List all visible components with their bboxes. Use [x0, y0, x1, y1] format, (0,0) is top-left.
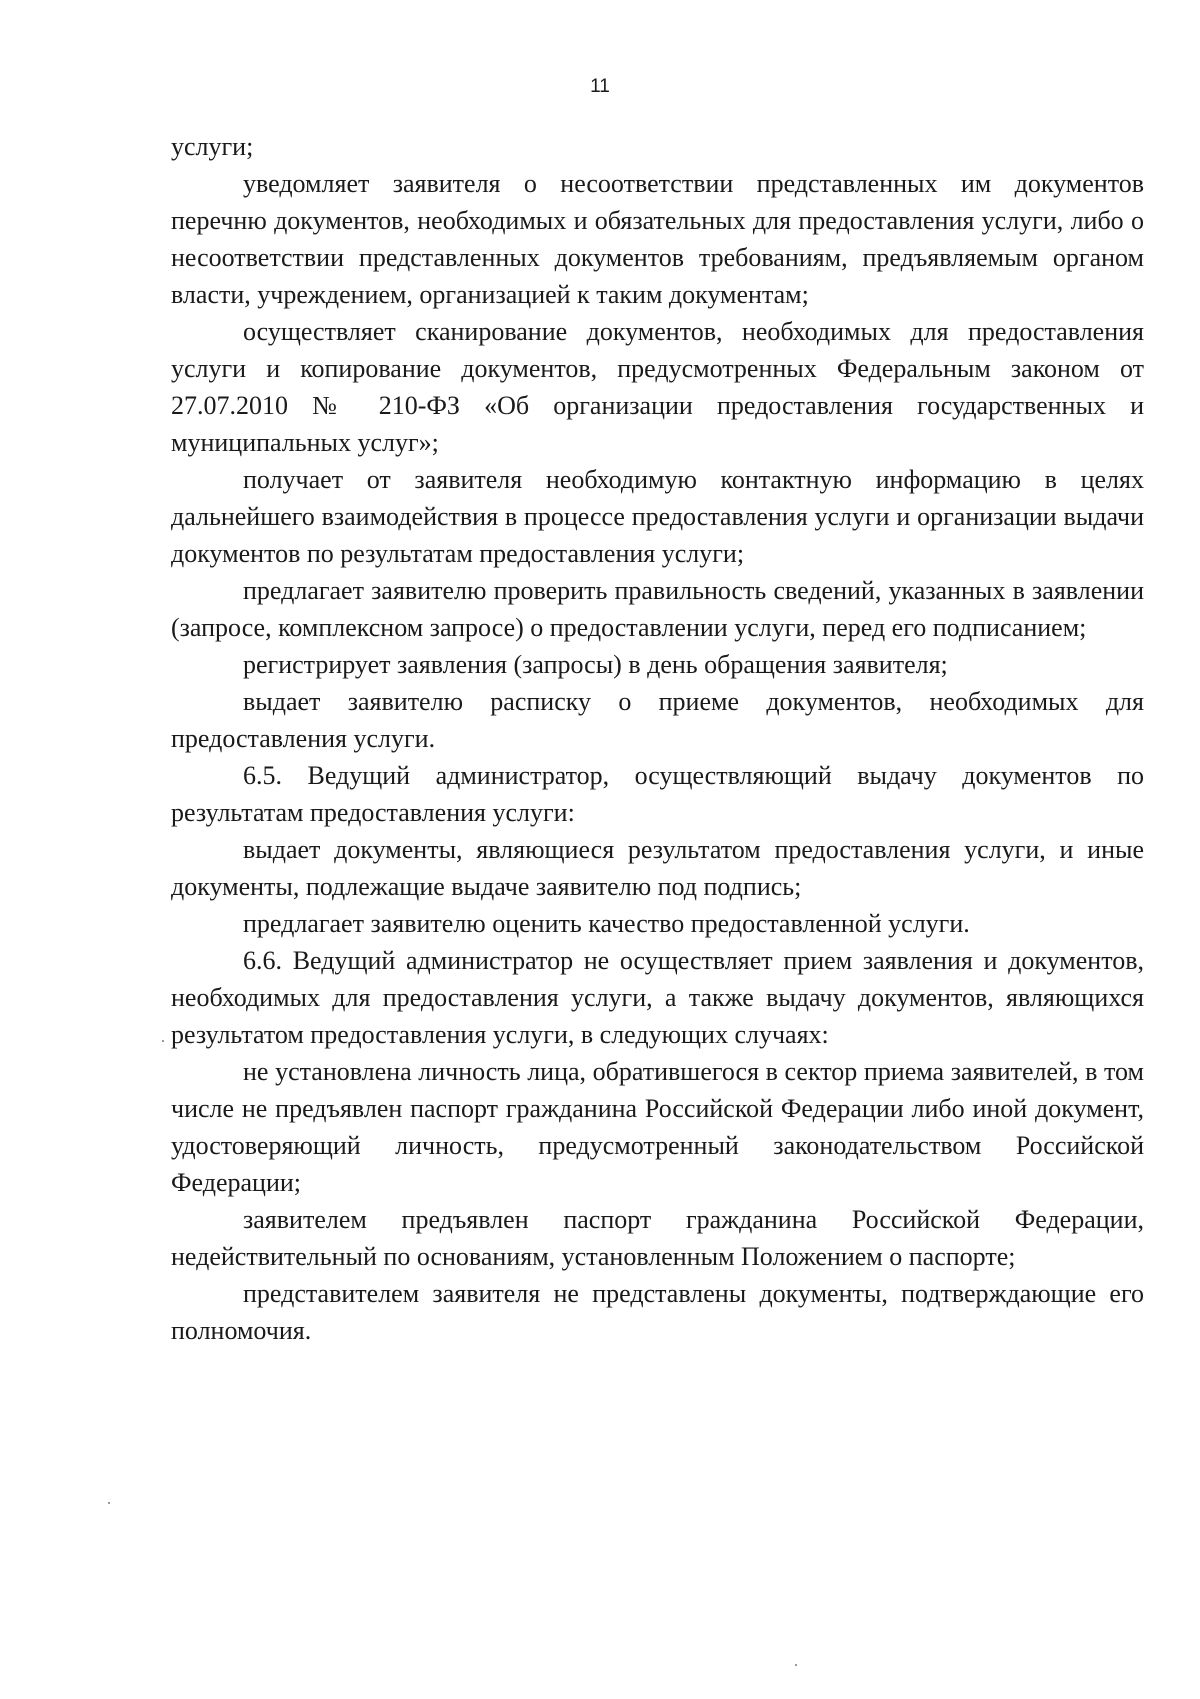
paragraph-contact-info: получает от заявителя необходимую контактную информацию в целях дальнейшего взаимодействия в процессе предоставления услуги и организации выдачи документов по результатам предоставления услуги; [171, 465, 1144, 568]
paragraph-register: регистрирует заявления (запросы) в день обращения заявителя; [243, 650, 948, 679]
paragraph-receipt: выдает заявителю расписку о приеме документов, необходимых для предоставления услуги. [171, 687, 1144, 753]
scan-speck [795, 1664, 797, 1666]
paragraph-verify-info: предлагает заявителю проверить правильность сведений, указанных в заявлении (запросе, комплексном запросе) о предоставлении услуги, перед его подписанием; [171, 576, 1144, 642]
page-number: 11 [590, 76, 610, 97]
paragraph-notify-mismatch: уведомляет заявителя о несоответствии представленных им документов перечню документов, необходимых и обязательных для предоставления услуги, либо о несоответствии представленных документов требованиям, предъявляемым органом власти, учреждением, организацией к таким документам; [171, 169, 1144, 309]
paragraph-rate-quality: предлагает заявителю оценить качество предоставленной услуги. [243, 909, 970, 938]
paragraph-identity-not-established: не установлена личность лица, обратившегося в сектор приема заявителей, в том числе не предъявлен паспорт гражданина Российской Федерации либо иной документ, удостоверяющий личность, предусмотренный законодательством Российской Федерации; [171, 1057, 1144, 1197]
document-body [171, 128, 1144, 1349]
paragraph-continuation: услуги; [171, 132, 254, 161]
paragraph-scanning: осуществляет сканирование документов, необходимых для предоставления услуги и копирование документов, предусмотренных Федеральным законом от 27.07.2010 № 210-ФЗ «Об организации предоставления государственных и муниципальных услуг»; [171, 317, 1144, 457]
scan-speck [162, 1040, 164, 1042]
scan-speck [108, 1502, 110, 1504]
paragraph-invalid-passport: заявителем предъявлен паспорт гражданина Российской Федерации, недействительный по основаниям, установленным Положением о паспорте; [171, 1205, 1144, 1271]
paragraph-section-6-6: 6.6. Ведущий администратор не осуществляет прием заявления и документов, необходимых для предоставления услуги, а также выдачу документов, являющихся результатом предоставления услуги, в следующих случаях: [171, 946, 1144, 1049]
paragraph-issue-documents: выдает документы, являющиеся результатом предоставления услуги, и иные документы, подлежащие выдаче заявителю под подпись; [171, 835, 1144, 901]
paragraph-section-6-5: 6.5. Ведущий администратор, осуществляющий выдачу документов по результатам предоставления услуги: [171, 761, 1144, 827]
paragraph-no-authority-documents: представителем заявителя не представлены документы, подтверждающие его полномочия. [171, 1279, 1144, 1345]
